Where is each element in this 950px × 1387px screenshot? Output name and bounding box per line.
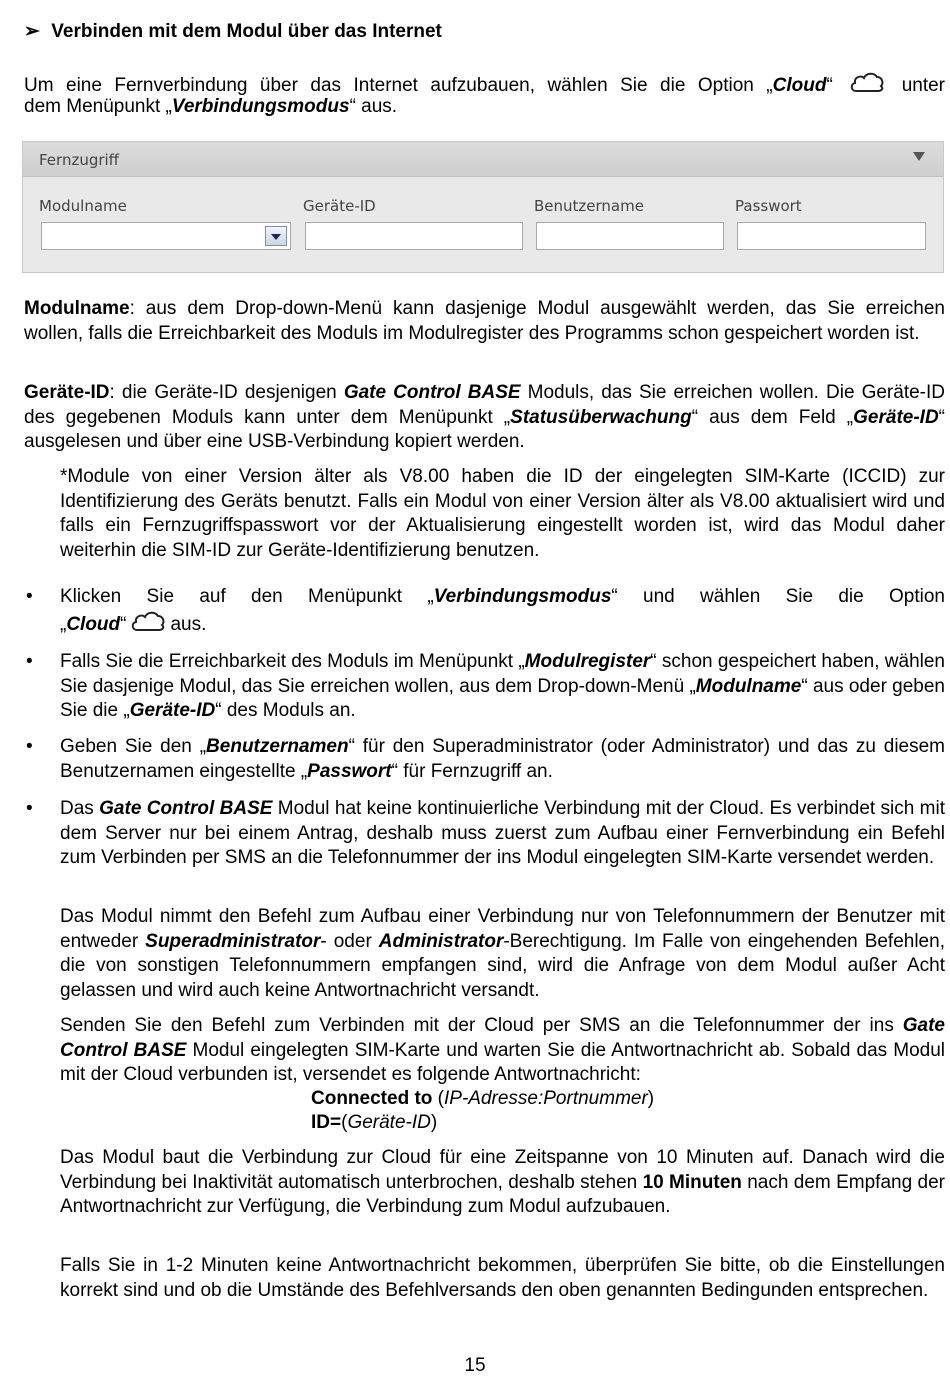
paragraph-text: - oder xyxy=(320,930,379,952)
timeout-paragraph xyxy=(60,1146,945,1220)
intro-quote: “ xyxy=(826,75,833,96)
bullet-item-1 xyxy=(60,585,945,639)
intro-text-unter: unter xyxy=(901,75,946,96)
response-ip-port: IP-Adresse:Portnummer xyxy=(444,1088,648,1109)
passwort-input[interactable] xyxy=(737,222,926,250)
response-connected-to: Connected to xyxy=(311,1088,433,1109)
bullet-text: Klicken Sie auf den Menüpunkt „ xyxy=(60,586,434,607)
page-number: 15 xyxy=(464,1355,486,1376)
bullet-item-4 xyxy=(60,797,945,871)
passwort-label: Passwort xyxy=(735,197,802,215)
modulname-select[interactable] xyxy=(41,222,291,250)
bullet-text: “ schon gespeichert haben, wählen Sie dasjenige Modul, das Sie erreichen wollen, aus dem Drop-down-Menü „ xyxy=(60,651,946,697)
bullet-text: Das xyxy=(60,798,100,819)
benutzername-input[interactable] xyxy=(536,222,724,250)
response-line-1 xyxy=(311,1087,654,1112)
geraete-id-label: Geräte-ID xyxy=(303,197,376,215)
geraete-id-text: Moduls, das Sie erreichen wollen. Die Geräte-ID des gegebenen Moduls kann unter dem Menüpunkt „ xyxy=(24,382,945,428)
intro-text: Um eine Fernverbindung über das Internet aufzubauen, wählen Sie die Option „ xyxy=(24,75,773,96)
panel-header[interactable] xyxy=(23,142,943,177)
response-id: ID= xyxy=(311,1112,342,1133)
bullet-text: “ für den Superadministrator (oder Administrator) und das zu diesem Benutzernamen eingestellte „ xyxy=(60,736,946,782)
response-text: ( xyxy=(432,1088,444,1109)
permissions-paragraph xyxy=(60,905,945,1003)
bullet-text: Falls Sie die Erreichbarkeit des Moduls im Menüpunkt „ xyxy=(60,651,525,672)
menu-statusueberwachung: Statusüberwachung xyxy=(510,406,692,428)
menu-verbindungsmodus: Verbindungsmodus xyxy=(171,96,350,117)
bullet-item-2 xyxy=(60,650,945,724)
geraete-id-description xyxy=(24,381,945,455)
modulname-description xyxy=(24,297,945,346)
cloud-icon xyxy=(130,610,166,640)
response-line-2 xyxy=(311,1111,437,1136)
response-device-id: Geräte-ID xyxy=(347,1112,431,1133)
response-text: ) xyxy=(430,1112,438,1133)
geraete-id-input[interactable] xyxy=(305,222,523,250)
dropdown-arrow-icon[interactable] xyxy=(265,226,287,246)
bullet-text: Geben Sie den „ xyxy=(60,736,207,757)
field-benutzernamen: Benutzernamen xyxy=(206,736,349,757)
benutzername-label: Benutzername xyxy=(534,197,644,215)
bullet-text: “ und wählen Sie die Option xyxy=(611,586,945,607)
role-superadministrator: Superadministrator xyxy=(145,930,321,952)
troubleshooting-paragraph: Falls Sie in 1-2 Minuten keine Antwortnachricht bekommen, überprüfen Sie bitte, ob die Einstellungen korrekt sind und ob die Umstände des Befehlversands den oben genannten Bedingunden entsprechen. xyxy=(60,1255,945,1301)
menu-verbindungsmodus: Verbindungsmodus xyxy=(433,586,612,607)
intro-text: dem Menüpunkt „ xyxy=(24,96,172,117)
term-geraete-id: Geräte-ID xyxy=(24,382,110,403)
term-modulname: Modulname xyxy=(24,298,130,319)
bullet-text: „ xyxy=(60,613,67,635)
role-administrator: Administrator xyxy=(378,930,504,952)
field-modulname: Modulname xyxy=(695,675,802,697)
bullet-text: “ xyxy=(120,613,127,635)
modulname-label: Modulname xyxy=(39,197,127,215)
section-heading xyxy=(24,20,442,45)
field-geraete-id: Geräte-ID xyxy=(129,700,216,721)
paragraph-text: Das Modul nimmt den Befehl zum Aufbau einer Verbindung nur von Telefonnummern der Benutzer mit entweder xyxy=(60,906,945,952)
section-heading-text: Verbinden mit dem Modul über das Internet xyxy=(51,21,442,42)
field-geraete-id: Geräte-ID xyxy=(853,406,939,428)
response-text: ( xyxy=(341,1112,348,1133)
intro-text: “ aus. xyxy=(349,96,398,117)
bullet-text: aus. xyxy=(170,613,207,635)
bullet-item-3 xyxy=(60,735,945,784)
field-passwort: Passwort xyxy=(307,760,392,782)
product-name: Gate Control BASE xyxy=(60,1015,945,1061)
paragraph-text: -Berechtigung. Im Falle von eingehenden Befehlen, die von sonstigen Telefonnummern empfangen sind, wird die Anfrage von dem Modul außer Acht gelassen und wird auch keine Antwortnachricht versandt. xyxy=(60,930,945,1001)
cloud-option-label: Cloud xyxy=(772,75,827,96)
response-text: ) xyxy=(647,1088,655,1109)
bullet-text: “ aus oder geben Sie die „ xyxy=(60,675,946,721)
paragraph-text: Das Modul baut die Verbindung zur Cloud für eine Zeitspanne von 10 Minuten auf. Danach wird die Verbindung bei Inaktivität automatisch unterbrochen, deshalb stehen xyxy=(60,1147,945,1193)
bullet-text: “ für Fernzugriff an. xyxy=(391,760,553,782)
product-name: Gate Control BASE xyxy=(99,798,273,819)
cloud-option-label: Cloud xyxy=(66,613,121,635)
intro-line-2 xyxy=(24,95,945,120)
menu-modulregister: Modulregister xyxy=(524,651,651,672)
modulname-text: : aus dem Drop-down-Menü kann dasjenige Modul ausgewählt werden, das Sie erreichen wollen, falls die Erreichbarkeit des Moduls im Modulregister des Programms schon gespeichert worden ist. xyxy=(24,298,945,344)
geraete-id-text: : die Geräte-ID desjenigen xyxy=(109,382,344,403)
paragraph-text: nach dem Empfang der Antwortnachricht zur Verfügung, die Verbindung zum Modul aufzubauen. xyxy=(60,1171,945,1217)
sms-paragraph xyxy=(60,1014,945,1088)
bullet-text: “ des Moduls an. xyxy=(215,700,356,721)
product-name: Gate Control BASE xyxy=(343,382,521,403)
panel-title: Fernzugriff xyxy=(39,151,120,169)
geraete-id-text: “ aus dem Feld „ xyxy=(691,406,854,428)
paragraph-text: Senden Sie den Befehl zum Verbinden mit der Cloud per SMS an die Telefonnummer der ins xyxy=(60,1015,903,1036)
ten-minutes: 10 Minuten xyxy=(642,1171,742,1193)
paragraph-text: Modul eingelegten SIM-Karte und warten Sie die Antwortnachricht ab. Sobald das Modul mit der Cloud verbunden ist, versendet es folgende Antwortnachricht: xyxy=(60,1039,945,1085)
bullet-text: Modul hat keine kontinuierliche Verbindung mit der Cloud. Es verbindet sich mit dem Server nur bei einem Antrag, deshalb muss zuerst zum Aufbau einer Fernverbindung ein Befehl zum Verbinden per SMS an die Telefonnummer der ins Modul eingelegten SIM-Karte versendet werden. xyxy=(60,798,945,868)
version-note: *Module von einer Version älter als V8.00 haben die ID der eingelegten SIM-Karte (ICCID) zur Identifizierung des Geräts benutzt. Falls ein Modul von einer Version älter als V8.00 aktualisiert wird und falls ein Fernzugriffspasswort vor der Aktualisierung eingestellt worden ist, wird das Modul daher weiterhin die SIM-ID zur Geräte-Identifizierung benutzen. xyxy=(60,466,945,561)
remote-access-panel xyxy=(22,141,944,273)
collapse-triangle-icon[interactable] xyxy=(913,152,925,161)
arrow-bullet-icon: ➢ xyxy=(24,21,40,42)
geraete-id-text: “ ausgelesen und über eine USB-Verbindung kopiert werden. xyxy=(24,406,945,452)
